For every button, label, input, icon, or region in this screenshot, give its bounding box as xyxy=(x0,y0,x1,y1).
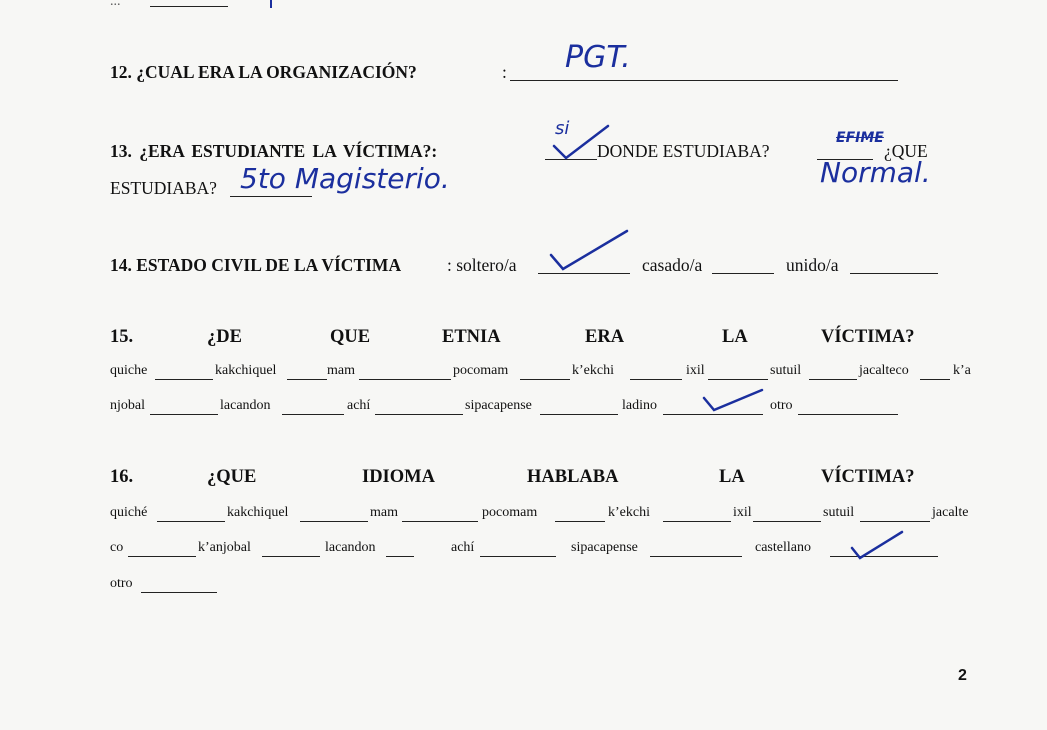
q14-casado-label: casado/a xyxy=(642,255,703,275)
ethnicity-option: k’ekchi xyxy=(572,363,614,378)
q12-answer-handwritten: PGT. xyxy=(565,40,631,75)
option-line xyxy=(555,521,605,522)
check-mark-icon xyxy=(848,528,908,564)
check-mark-icon xyxy=(700,386,770,416)
q13-struck-handwritten: EFIME xyxy=(836,130,884,146)
q15-word: ERA xyxy=(585,327,625,347)
q14-soltero-label: : soltero/a xyxy=(447,255,517,275)
option-line xyxy=(128,556,196,557)
option-line xyxy=(141,592,217,593)
option-line xyxy=(630,379,682,380)
ethnicity-option: sipacapense xyxy=(465,398,532,413)
top-fragment-line xyxy=(150,6,228,7)
q15-word: LA xyxy=(722,327,748,347)
q13-donde-handwritten: Normal. xyxy=(820,156,931,189)
language-option: co xyxy=(110,540,124,555)
q13-si-handwritten: si xyxy=(555,118,570,139)
option-line xyxy=(540,414,618,415)
q13-estudiaba-line xyxy=(230,196,312,197)
option-line xyxy=(650,556,742,557)
q16-word: ¿QUE xyxy=(207,467,257,487)
q15-number: 15. xyxy=(110,327,134,347)
option-line xyxy=(150,414,218,415)
option-line xyxy=(359,379,451,380)
language-option: otro xyxy=(110,576,133,591)
q15-word: ¿DE xyxy=(207,327,242,347)
q16-word: HABLABA xyxy=(527,467,619,487)
ethnicity-option: ixil xyxy=(686,363,705,378)
option-line xyxy=(155,379,213,380)
option-line xyxy=(860,521,930,522)
option-line xyxy=(386,556,414,557)
top-ink-stroke xyxy=(270,0,272,8)
language-option: ixil xyxy=(733,505,752,520)
option-line xyxy=(157,521,225,522)
q16-number: 16. xyxy=(110,467,134,487)
q12-colon: : xyxy=(502,62,507,82)
ethnicity-option: quiche xyxy=(110,363,148,378)
ethnicity-option: sutuil xyxy=(770,363,802,378)
q13-donde-label: DONDE ESTUDIABA? xyxy=(597,141,770,161)
option-line xyxy=(287,379,327,380)
q16-word: IDIOMA xyxy=(362,467,435,487)
language-option: pocomam xyxy=(482,505,538,520)
ethnicity-option: otro xyxy=(770,398,793,413)
language-option: jacalte xyxy=(932,505,969,520)
q12-label: 12. ¿CUAL ERA LA ORGANIZACIÓN? xyxy=(110,62,417,82)
q15-word: ETNIA xyxy=(442,327,501,347)
option-line xyxy=(798,414,898,415)
language-option: lacandon xyxy=(325,540,376,555)
ethnicity-option: njobal xyxy=(110,398,145,413)
option-line xyxy=(262,556,320,557)
language-option: mam xyxy=(370,505,398,520)
option-line xyxy=(708,379,768,380)
option-line xyxy=(375,414,463,415)
option-line xyxy=(300,521,368,522)
ethnicity-option: achí xyxy=(347,398,371,413)
ethnicity-option: mam xyxy=(327,363,355,378)
language-option: quiché xyxy=(110,505,148,520)
q14-unido-label: unido/a xyxy=(786,255,839,275)
ethnicity-option: lacandon xyxy=(220,398,271,413)
option-line xyxy=(480,556,556,557)
ethnicity-option: jacalteco xyxy=(859,363,909,378)
option-line xyxy=(809,379,857,380)
q13-estudiaba-handwritten: 5to Magisterio. xyxy=(240,162,450,195)
check-mark-icon xyxy=(545,225,635,275)
language-option: sipacapense xyxy=(571,540,638,555)
top-fragment: ... xyxy=(110,0,121,9)
ethnicity-option: k’a xyxy=(953,363,971,378)
q14-casado-line xyxy=(712,273,774,274)
q13-label: 13. ¿ERA ESTUDIANTE LA VÍCTIMA?: xyxy=(110,141,438,161)
option-line xyxy=(920,379,950,380)
language-option: achí xyxy=(451,540,475,555)
q16-word: VÍCTIMA? xyxy=(821,467,915,487)
q14-label: 14. ESTADO CIVIL DE LA VÍCTIMA xyxy=(110,255,402,275)
option-line xyxy=(520,379,570,380)
language-option: k’anjobal xyxy=(198,540,251,555)
option-line xyxy=(753,521,821,522)
language-option: castellano xyxy=(755,540,811,555)
ethnicity-option: pocomam xyxy=(453,363,509,378)
ethnicity-option: kakchiquel xyxy=(215,363,277,378)
q14-unido-line xyxy=(850,273,938,274)
q15-word: VÍCTIMA? xyxy=(821,327,915,347)
language-option: k’ekchi xyxy=(608,505,650,520)
option-line xyxy=(663,521,731,522)
ethnicity-option: ladino xyxy=(622,398,657,413)
q15-word: QUE xyxy=(330,327,371,347)
option-line xyxy=(282,414,344,415)
option-line xyxy=(402,521,478,522)
language-option: sutuil xyxy=(823,505,855,520)
q13-estudiaba-label: ESTUDIABA? xyxy=(110,178,217,198)
q12-answer-line xyxy=(510,80,898,81)
q13-que-label: ¿QUE xyxy=(884,141,928,161)
q16-word: LA xyxy=(719,467,745,487)
page-number: 2 xyxy=(958,667,967,684)
language-option: kakchiquel xyxy=(227,505,289,520)
